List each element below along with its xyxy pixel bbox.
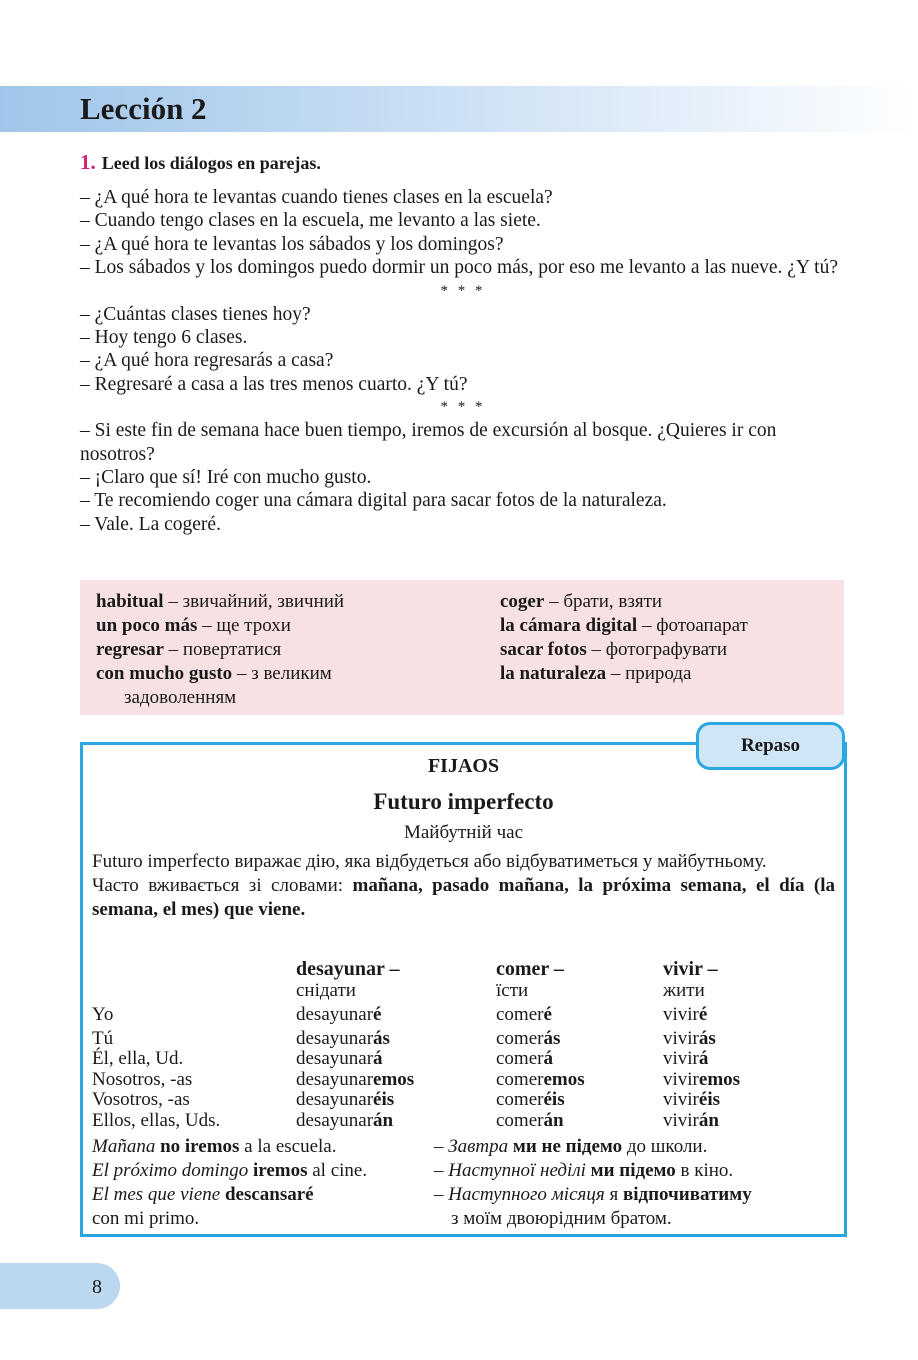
repaso-badge: Repaso — [696, 722, 845, 770]
conjugated-form: desayunaré — [296, 1004, 382, 1025]
conjugated-form: vivirá — [663, 1048, 709, 1069]
conjugated-form: comeré — [496, 1004, 552, 1025]
pronoun: Nosotros, -as — [92, 1069, 193, 1090]
vocabulary-entry: habitual – звичайний, звичний — [96, 591, 345, 612]
pronoun: Tú — [92, 1028, 114, 1049]
dialog-separator: * * * — [440, 399, 486, 416]
dialog-line: – Hoy tengo 6 clases. — [80, 327, 248, 349]
grammar-description — [92, 850, 835, 922]
grammar-box — [80, 742, 847, 1237]
example-ukrainian: – Наступної неділі ми підемо в кіно. — [434, 1160, 734, 1181]
vocabulary-entry: la naturaleza – природа — [500, 663, 692, 684]
conjugated-form: desayunarás — [296, 1028, 390, 1049]
page-title: Lección 2 — [80, 91, 207, 126]
conjugated-form: desayunarán — [296, 1110, 394, 1131]
dialog-separator: * * * — [440, 282, 486, 299]
vocabulary-box — [80, 580, 844, 715]
vocabulary-entry: sacar fotos – фотографувати — [500, 639, 728, 660]
conjugated-form: vivirás — [663, 1028, 716, 1049]
dialog-line: – Vale. La cogeré. — [80, 513, 221, 535]
example-spanish: Mañana no iremos a la escuela. — [92, 1136, 337, 1157]
dialog-line: – ¿Cuántas clases tienes hoy? — [80, 303, 311, 325]
conjugated-form: comeremos — [496, 1069, 585, 1090]
verb-header: comer – їсти — [496, 958, 564, 1001]
dialog-line: – ¿A qué hora te levantas cuando tienes clases en la escuela? — [80, 187, 553, 208]
dialog-line: – ¿A qué hora te levantas los sábados y los domingos? — [80, 233, 504, 255]
vocabulary-right-column — [500, 590, 840, 686]
dialog-line: – Si este fin de semana hace buen tiempo, iremos de excursión al bosque. ¿Quieres ir con nosotros? — [80, 420, 777, 465]
dialog-line: – Te recomiendo coger una cámara digital para sacar fotos de la naturaleza. — [80, 490, 667, 512]
dialog-line: – Regresaré a casa a las tres menos cuarto. ¿Y tú? — [80, 373, 468, 395]
vocabulary-entry-continuation: задоволенням — [124, 687, 237, 708]
vocabulary-entry: regresar – повертатися — [96, 639, 282, 660]
verb-header: desayunar – снідати — [296, 958, 400, 1001]
vocabulary-entry: coger – брати, взяти — [500, 591, 663, 612]
pronoun: Ellos, ellas, Uds. — [92, 1110, 221, 1131]
grammar-heading: FIJAOS — [427, 755, 500, 777]
conjugated-form: comeréis — [496, 1089, 565, 1110]
dialog-line: – Cuando tengo clases en la escuela, me levanto a las siete. — [80, 210, 541, 232]
example-ukrainian-continuation: з моїм двоюрідним братом. — [451, 1208, 672, 1229]
dialog-line: – Los sábados y los domingos puedo dormir un poco más, por eso me levanto a las nueve. ¿Y tú? — [80, 257, 839, 279]
example-ukrainian: – Завтра ми не підемо до школи. — [434, 1136, 708, 1157]
vocabulary-entry: con mucho gusto – з великим — [96, 663, 332, 684]
example-spanish: El próximo domingo iremos al cine. — [92, 1160, 368, 1181]
conjugated-form: desayunará — [296, 1048, 383, 1069]
grammar-subtitle: Майбутній час — [403, 822, 524, 843]
conjugated-form: comerán — [496, 1110, 564, 1131]
vocabulary-left-column — [96, 590, 476, 710]
conjugated-form: viviremos — [663, 1069, 741, 1090]
example-ukrainian: – Наступного місяця я відпочиватиму — [434, 1184, 752, 1205]
pronoun: Él, ella, Ud. — [92, 1048, 184, 1069]
task-text: Leed los diálogos en parejas. — [101, 153, 321, 173]
conjugated-form: desayunaremos — [296, 1069, 415, 1090]
conjugated-form: viviréis — [663, 1089, 720, 1110]
vocabulary-entry: un poco más – ще трохи — [96, 615, 291, 636]
page-number: 8 — [92, 1276, 102, 1298]
pronoun: Vosotros, -as — [92, 1089, 190, 1110]
vocabulary-entry: la cámara digital – фотоапарат — [500, 615, 748, 636]
grammar-title: Futuro imperfecto — [373, 789, 554, 814]
conjugated-form: comerá — [496, 1048, 553, 1069]
conjugated-form: viviré — [663, 1004, 708, 1025]
conjugated-form: vivirán — [663, 1110, 719, 1131]
conjugated-form: comerás — [496, 1028, 561, 1049]
page-number-tab — [0, 1263, 120, 1309]
conjugated-form: desayunaréis — [296, 1089, 395, 1110]
dialog-line: – ¿A qué hora regresarás a casa? — [80, 350, 334, 372]
example-spanish: El mes que viene descansaré — [92, 1184, 314, 1205]
task-instruction — [80, 150, 321, 175]
task-number: 1. — [80, 150, 96, 174]
verb-header: vivir – жити — [663, 958, 718, 1001]
dialog-line: – ¡Claro que sí! Iré con mucho gusto. — [80, 467, 372, 489]
dialog-text — [80, 186, 846, 536]
grammar-usage: Часто вживається зі словами: mañana, pasado mañana, la próxima semana, el día (la semana, el mes) que viene. — [92, 875, 835, 920]
pronoun: Yo — [92, 1004, 114, 1025]
grammar-description-text: Futuro imperfecto виражає дію, яка відбудеться або відбуватиметься у майбутньому. — [92, 851, 767, 872]
example-spanish-continuation: con mi primo. — [92, 1208, 200, 1229]
